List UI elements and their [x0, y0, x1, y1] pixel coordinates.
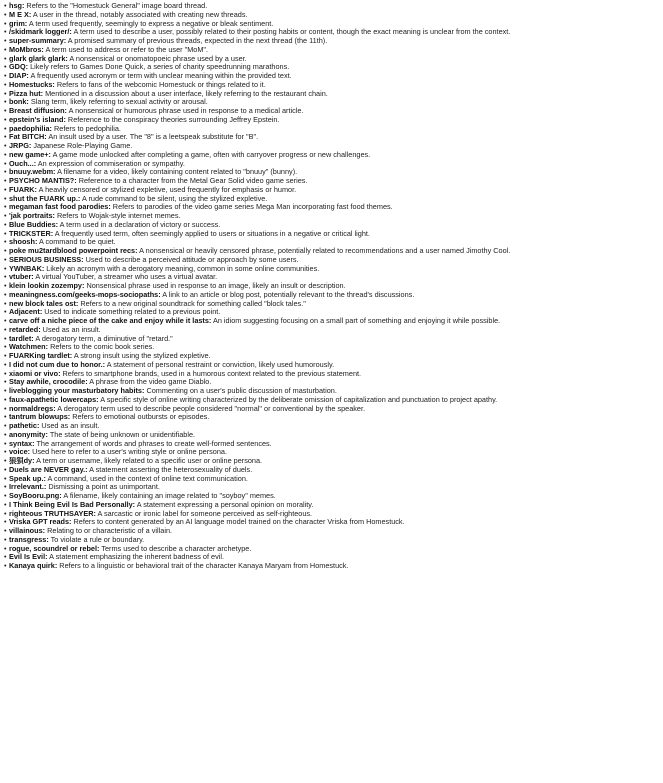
- glossary-term: shoosh:: [9, 238, 38, 247]
- glossary-term: carve off a niche piece of the cake and enjoy while it lasts:: [9, 317, 212, 325]
- glossary-item: [4, 11, 663, 20]
- glossary-definition: Refers to a linguistic or behavioral trait of the character Kanaya Maryam from Homestuck.: [57, 562, 349, 570]
- glossary-definition: Reference to the conspiracy theories surrounding Jeffrey Epstein.: [65, 115, 280, 124]
- bullet-icon: •: [4, 80, 7, 89]
- glossary-definition: A filename, likely containing an image related to "soyboy" memes.: [61, 492, 276, 500]
- glossary-item: [4, 90, 663, 99]
- glossary-term: epstein's island:: [9, 115, 66, 124]
- glossary-definition: Refers to the "Homestuck General" image board thread.: [24, 2, 208, 10]
- bullet-icon: •: [4, 185, 7, 194]
- glossary-term: TRICKSTER:: [9, 229, 54, 238]
- glossary-term: Ouch...:: [9, 159, 37, 168]
- glossary-item: [4, 335, 663, 344]
- glossary-item: [4, 378, 663, 387]
- glossary-definition: A term used frequently, seemingly to express a negative or bleak sentiment.: [27, 19, 274, 28]
- bullet-icon: •: [4, 527, 7, 535]
- glossary-item: [4, 282, 663, 291]
- glossary-item: [4, 116, 663, 125]
- glossary-item: [4, 527, 663, 536]
- glossary-definition: A term used in a declaration of victory or success.: [58, 220, 221, 229]
- glossary-item: [4, 28, 663, 37]
- bullet-icon: •: [4, 63, 7, 72]
- glossary-definition: Refers to parodies of the video game series Mega Man incorporating fast food themes.: [110, 203, 393, 212]
- glossary-item: [4, 300, 663, 309]
- glossary-term: MoMbros:: [9, 45, 44, 54]
- glossary-definition: A nonsensical or onomatopoeic phrase used by a user.: [67, 54, 247, 63]
- bullet-icon: •: [4, 448, 7, 457]
- glossary-definition: Japanese Role-Playing Game.: [31, 142, 133, 150]
- bullet-icon: •: [4, 483, 7, 492]
- glossary-term: new game+:: [9, 150, 51, 159]
- glossary-definition: Refers to Wojak-style internet memes.: [54, 212, 181, 220]
- glossary-term: bonk:: [9, 98, 29, 107]
- glossary-term: /skidmark logger/:: [9, 28, 72, 37]
- glossary-definition: Refers to pedophilia.: [51, 124, 121, 133]
- glossary-definition: Used as an insult.: [39, 422, 100, 430]
- glossary-definition: Relating to or characteristic of a villain.: [45, 527, 173, 535]
- glossary-term: normaldregs:: [9, 404, 56, 413]
- glossary-item: [4, 2, 663, 11]
- glossary-item: [4, 186, 663, 195]
- glossary-item: [4, 265, 663, 274]
- glossary-item: [4, 212, 663, 221]
- glossary-item: [4, 160, 663, 169]
- glossary-item: [4, 440, 663, 449]
- glossary-definition: Refers to content generated by an AI language model trained on the character Vriska from Homestuck.: [71, 518, 405, 527]
- glossary-definition: Likely an acronym with a derogatory meaning, common in some online communities.: [44, 264, 320, 273]
- glossary-definition: A statement expressing a personal opinion on morality.: [135, 500, 314, 509]
- glossary-term: PSYCHO MANTIS?:: [9, 177, 77, 185]
- bullet-icon: •: [4, 352, 7, 360]
- bullet-icon: •: [4, 308, 7, 317]
- bullet-icon: •: [4, 229, 7, 238]
- bullet-icon: •: [4, 369, 7, 378]
- glossary-definition: A game mode unlocked after completing a game, often with carryover progress or new challenges.: [50, 150, 371, 159]
- glossary-item: [4, 273, 663, 282]
- glossary-item: [4, 545, 663, 554]
- glossary-definition: The state of being unknown or unidentifiable.: [47, 430, 196, 439]
- glossary-definition: Refers to emotional outbursts or episodes.: [70, 413, 210, 422]
- glossary-term: syntax:: [9, 439, 35, 448]
- bullet-icon: •: [4, 299, 7, 308]
- glossary-definition: Nonsensical phrase used in response to an image, likely an insult or description.: [84, 282, 346, 290]
- glossary-term: xiaomi or vivo:: [9, 369, 61, 378]
- glossary-term: paedophilia:: [9, 124, 52, 133]
- glossary-term: new block tales ost:: [9, 299, 79, 308]
- glossary-item: [4, 230, 663, 239]
- glossary-term: transgress:: [9, 535, 49, 544]
- glossary-definition: An idiom suggesting focusing on a small part of something and enjoying it while possible.: [211, 317, 501, 325]
- glossary-item: [4, 553, 663, 562]
- glossary-term: pathetic:: [9, 422, 40, 430]
- glossary-term: JRPG:: [9, 142, 32, 150]
- glossary-item: [4, 562, 663, 571]
- bullet-icon: •: [4, 422, 7, 430]
- glossary-definition: A nonsensical or humorous phrase used in response to a medical article.: [66, 107, 304, 115]
- glossary-definition: Used here to refer to a user's writing style or online persona.: [30, 448, 227, 457]
- glossary-item: [4, 125, 663, 134]
- glossary-item: [4, 317, 663, 326]
- glossary-term: Kanaya quirk:: [9, 562, 58, 570]
- glossary-definition: Reference to a character from the Metal Gear Solid video game series.: [76, 177, 308, 185]
- glossary-item: [4, 63, 663, 72]
- bullet-icon: •: [4, 282, 7, 290]
- glossary-definition: Used to indicate something related to a previous point.: [42, 308, 221, 317]
- glossary-definition: A derogatory term used to describe people considered "normal" or conventional by the speaker.: [55, 404, 366, 413]
- glossary-term: hsg:: [9, 2, 25, 10]
- bullet-icon: •: [4, 19, 7, 28]
- glossary-item: [4, 168, 663, 177]
- glossary-definition: A phrase from the video game Diablo.: [87, 378, 212, 387]
- bullet-icon: •: [4, 212, 7, 220]
- bullet-icon: •: [4, 107, 7, 115]
- glossary-definition: To violate a rule or boundary.: [48, 535, 145, 544]
- glossary-item: [4, 55, 663, 64]
- glossary-term: shut the FUARK up.:: [9, 194, 81, 203]
- bullet-icon: •: [4, 430, 7, 439]
- glossary-item: [4, 466, 663, 475]
- glossary-term: villainous:: [9, 527, 46, 535]
- bullet-icon: •: [4, 343, 7, 352]
- glossary-term: GDQ:: [9, 63, 29, 72]
- bullet-icon: •: [4, 89, 7, 98]
- glossary-item: [4, 37, 663, 46]
- bullet-icon: •: [4, 247, 7, 255]
- glossary-term: Pizza hut:: [9, 89, 44, 98]
- glossary-item: [4, 483, 663, 492]
- glossary-item: [4, 20, 663, 29]
- glossary-term: glark glark glark:: [9, 54, 68, 63]
- glossary-term: Watchmen:: [9, 343, 49, 352]
- bullet-icon: •: [4, 98, 7, 107]
- glossary-definition: A command to be quiet.: [37, 238, 116, 247]
- bullet-icon: •: [4, 378, 7, 387]
- glossary-term: SERIOUS BUSINESS:: [9, 255, 84, 264]
- bullet-icon: •: [4, 317, 7, 325]
- glossary-item: [4, 413, 663, 422]
- bullet-icon: •: [4, 544, 7, 553]
- bullet-icon: •: [4, 37, 7, 45]
- glossary-item: [4, 457, 663, 466]
- glossary-term: Fat BITCH:: [9, 133, 47, 142]
- glossary-term: Speak up.:: [9, 474, 46, 483]
- glossary-definition: A derogatory term, a diminutive of "retard.": [33, 334, 173, 343]
- glossary-item: [4, 518, 663, 527]
- glossary-item: [4, 238, 663, 247]
- glossary-definition: A frequently used acronym or term with unclear meaning within the provided text.: [28, 72, 292, 80]
- glossary-item: [4, 177, 663, 186]
- bullet-icon: •: [4, 115, 7, 124]
- glossary-term: megaman fast food parodies:: [9, 203, 111, 212]
- bullet-icon: •: [4, 150, 7, 159]
- bullet-icon: •: [4, 535, 7, 544]
- glossary-item: [4, 46, 663, 55]
- glossary-term: I did not cum due to honor.:: [9, 360, 106, 369]
- glossary-item: [4, 510, 663, 519]
- bullet-icon: •: [4, 220, 7, 229]
- glossary-term: 狼狽dy:: [9, 457, 35, 465]
- glossary-item: [4, 492, 663, 501]
- glossary-term: FUARKing tardlet:: [9, 352, 73, 360]
- glossary-term: Duels are NEVER gay.:: [9, 465, 88, 474]
- glossary-item: [4, 475, 663, 484]
- glossary-term: liveblogging your masturbatory habits:: [9, 387, 145, 395]
- glossary-term: bnuuy.webm:: [9, 168, 56, 177]
- glossary-item: [4, 422, 663, 431]
- glossary-definition: A promised summary of previous threads, expected in the next thread (the 11th).: [66, 37, 328, 45]
- glossary-definition: A specific style of online writing characterized by the deliberate omission of capitalization and punctuation to project apathy.: [98, 395, 498, 404]
- glossary-term: vtuber:: [9, 273, 34, 282]
- glossary-term: Stay awhile, crocodile:: [9, 378, 88, 387]
- bullet-icon: •: [4, 255, 7, 264]
- glossary-definition: Commenting on a user's public discussion of masturbation.: [144, 387, 337, 395]
- glossary-term: 'jak portraits:: [9, 212, 55, 220]
- glossary-definition: An insult used by a user. The "8" is a leetspeak substitute for "B".: [46, 133, 259, 142]
- glossary-item: [4, 142, 663, 151]
- glossary-term: tantrum blowups:: [9, 413, 71, 422]
- glossary-item: [4, 343, 663, 352]
- bullet-icon: •: [4, 159, 7, 168]
- glossary-definition: A heavily censored or stylized expletive, used frequently for emphasis or humor.: [36, 185, 297, 194]
- glossary-definition: Refers to a new original soundtrack for something called "block tales.": [78, 299, 306, 308]
- bullet-icon: •: [4, 413, 7, 422]
- glossary-term: YWNBAK:: [9, 264, 45, 273]
- glossary-item: [4, 195, 663, 204]
- glossary-term: faux-apathetic lowercaps:: [9, 395, 99, 404]
- glossary-definition: A command, used in the context of online text communication.: [45, 474, 248, 483]
- bullet-icon: •: [4, 203, 7, 212]
- glossary-definition: A term used to describe a user, possibly related to their posting habits or content, though the exact meaning is unclear from the context.: [71, 28, 511, 37]
- glossary-definition: A nonsensical or heavily censored phrase, potentially related to recommendations and a user named Jimothy Cool.: [137, 247, 511, 255]
- bullet-icon: •: [4, 474, 7, 483]
- glossary-definition: Terms used to describe a character archetype.: [99, 544, 252, 553]
- bullet-icon: •: [4, 238, 7, 247]
- glossary-definition: Likely refers to Games Done Quick, a series of charity speedrunning marathons.: [28, 63, 290, 72]
- glossary-term: I Think Being Evil Is Bad Personally:: [9, 500, 136, 509]
- bullet-icon: •: [4, 465, 7, 474]
- glossary-term: retarded:: [9, 325, 41, 334]
- glossary-term: M E X:: [9, 10, 32, 19]
- glossary-item: [4, 221, 663, 230]
- glossary-term: poke mu2tardblood powerpoint recs:: [9, 247, 138, 255]
- glossary-definition: A link to an article or blog post, potentially relevant to the thread's discussions.: [160, 290, 415, 299]
- glossary-item: [4, 448, 663, 457]
- glossary-definition: A term or username, likely related to a specific user or online persona.: [34, 457, 263, 465]
- glossary-item: [4, 405, 663, 414]
- glossary-term: Adjacent:: [9, 308, 43, 317]
- glossary-definition: Slang term, likely referring to sexual activity or arousal.: [28, 98, 208, 107]
- bullet-icon: •: [4, 439, 7, 448]
- bullet-icon: •: [4, 28, 7, 37]
- bullet-icon: •: [4, 273, 7, 282]
- bullet-icon: •: [4, 194, 7, 203]
- bullet-icon: •: [4, 457, 7, 465]
- bullet-icon: •: [4, 133, 7, 142]
- glossary-definition: A rude command to be silent, using the stylized expletive.: [80, 194, 268, 203]
- glossary-term: FUARK:: [9, 185, 37, 194]
- glossary-definition: Mentioned in a discussion about a user interface, likely referring to the restaurant chain.: [43, 89, 328, 98]
- glossary-definition: Refers to the comic book series.: [48, 343, 155, 352]
- bullet-icon: •: [4, 124, 7, 133]
- bullet-icon: •: [4, 142, 7, 150]
- bullet-icon: •: [4, 518, 7, 527]
- glossary-term: Blue Buddies:: [9, 220, 59, 229]
- glossary-term: grim:: [9, 19, 28, 28]
- bullet-icon: •: [4, 168, 7, 177]
- bullet-icon: •: [4, 177, 7, 185]
- glossary-definition: A statement asserting the heterosexuality of duels.: [87, 465, 253, 474]
- bullet-icon: •: [4, 45, 7, 54]
- glossary-item: [4, 291, 663, 300]
- glossary-term: anonymity:: [9, 430, 48, 439]
- glossary-term: rogue, scoundrel or rebel:: [9, 544, 100, 553]
- glossary-item: [4, 203, 663, 212]
- glossary-term: Breast diffusion:: [9, 107, 67, 115]
- glossary-definition: A frequently used term, often seemingly applied to users or situations in a negative or critical light.: [53, 229, 370, 238]
- glossary-definition: A statement emphasizing the inherent badness of evil.: [47, 553, 224, 562]
- glossary-item: [4, 352, 663, 361]
- bullet-icon: •: [4, 334, 7, 343]
- glossary-term: super-summary:: [9, 37, 67, 45]
- bullet-icon: •: [4, 2, 7, 10]
- glossary-item: [4, 326, 663, 335]
- glossary-item: [4, 536, 663, 545]
- bullet-icon: •: [4, 290, 7, 299]
- bullet-icon: •: [4, 395, 7, 404]
- bullet-icon: •: [4, 54, 7, 63]
- glossary-item: [4, 387, 663, 396]
- glossary-item: [4, 247, 663, 256]
- bullet-icon: •: [4, 404, 7, 413]
- bullet-icon: •: [4, 387, 7, 395]
- bullet-icon: •: [4, 562, 7, 570]
- glossary-term: Vriska GPT reads:: [9, 518, 72, 527]
- bullet-icon: •: [4, 500, 7, 509]
- glossary-definition: A statement of personal restraint or conviction, likely used humorously.: [105, 360, 335, 369]
- glossary-definition: Refers to smartphone brands, used in a humorous context related to the previous statement.: [60, 369, 362, 378]
- glossary-definition: The arrangement of words and phrases to create well-formed sentences.: [34, 439, 272, 448]
- glossary-term: righteous TRUTHSAYER:: [9, 509, 96, 518]
- bullet-icon: •: [4, 325, 7, 334]
- glossary-item: [4, 151, 663, 160]
- glossary-item: [4, 361, 663, 370]
- glossary-definition: A user in the thread, notably associated with creating new threads.: [31, 10, 248, 19]
- glossary-definition: A filename for a video, likely containing content related to "bnuuy" (bunny).: [55, 168, 298, 177]
- glossary-definition: A sarcastic or ironic label for someone perceived as self-righteous.: [95, 509, 313, 518]
- glossary-definition: A virtual YouTuber, a streamer who uses a virtual avatar.: [33, 273, 218, 282]
- glossary-definition: Refers to fans of the webcomic Homestuck or things related to it.: [54, 80, 266, 89]
- glossary-item: [4, 396, 663, 405]
- glossary-item: [4, 501, 663, 510]
- glossary-term: voice:: [9, 448, 31, 457]
- glossary-term: Irrelevant.:: [9, 483, 47, 492]
- glossary-item: [4, 72, 663, 81]
- bullet-icon: •: [4, 10, 7, 19]
- glossary-term: DIAP:: [9, 72, 29, 80]
- glossary-term: SoyBooru.png:: [9, 492, 62, 500]
- glossary-definition: A term used to address or refer to the user "MoM".: [43, 45, 209, 54]
- bullet-icon: •: [4, 72, 7, 80]
- glossary-item: [4, 98, 663, 107]
- bullet-icon: •: [4, 553, 7, 562]
- bullet-icon: •: [4, 264, 7, 273]
- bullet-icon: •: [4, 509, 7, 518]
- glossary-definition: Dismissing a point as unimportant.: [46, 483, 160, 492]
- glossary-term: meaningness.com/geeks-mops-sociopaths:: [9, 290, 161, 299]
- glossary-item: [4, 107, 663, 116]
- glossary-item: [4, 81, 663, 90]
- glossary-term: tardlet:: [9, 334, 34, 343]
- glossary-item: [4, 431, 663, 440]
- glossary-item: [4, 133, 663, 142]
- glossary-term: Homestucks:: [9, 80, 55, 89]
- glossary-definition: Used as an insult.: [40, 325, 101, 334]
- bullet-icon: •: [4, 492, 7, 500]
- glossary-item: [4, 256, 663, 265]
- glossary-definition: A strong insult using the stylized expletive.: [72, 352, 211, 360]
- glossary-item: [4, 370, 663, 379]
- bullet-icon: •: [4, 360, 7, 369]
- glossary-term: klein lookin zozempy:: [9, 282, 85, 290]
- glossary-term: Evil Is Evil:: [9, 553, 48, 562]
- glossary-definition: Used to describe a perceived attitude or approach by some users.: [83, 255, 299, 264]
- glossary-item: [4, 308, 663, 317]
- glossary-definition: An expression of commiseration or sympathy.: [36, 159, 185, 168]
